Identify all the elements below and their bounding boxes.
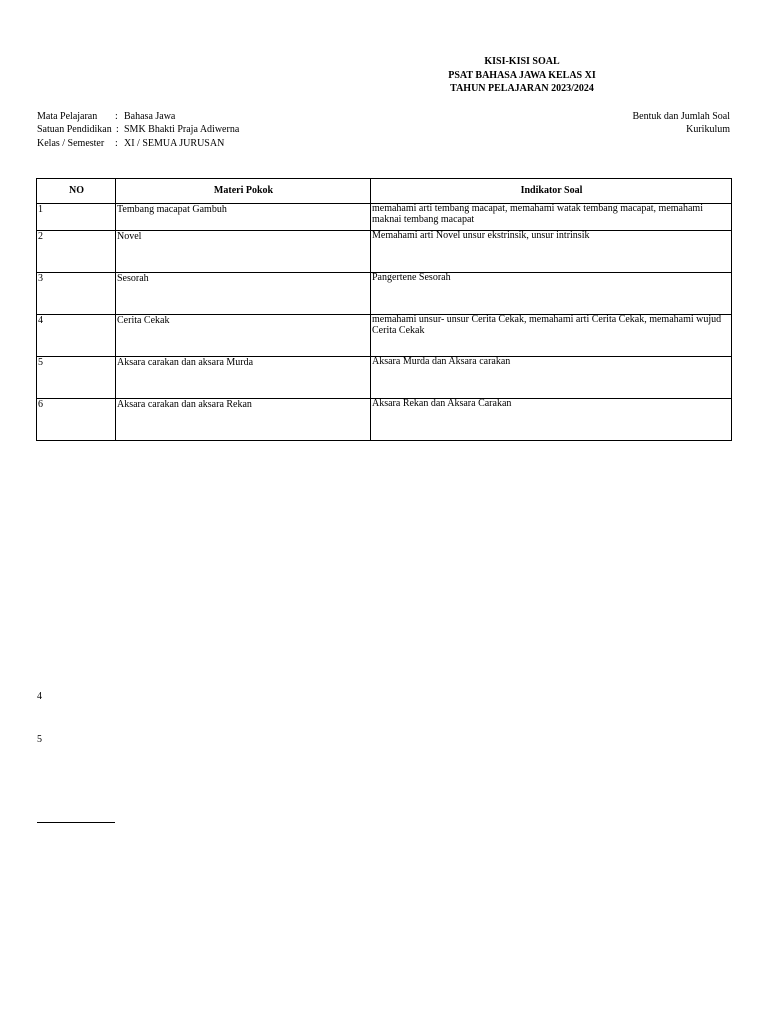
meta-value-satuan-pendidikan: SMK Bhakti Praja Adiwerna [124, 124, 240, 135]
cell-indikator: memahami arti tembang macapat, memahami watak tembang macapat, memahami maknai tembang macapat [371, 204, 732, 231]
cell-no: 5 [37, 357, 116, 399]
meta-colon: : [115, 138, 118, 149]
col-header-indikator-soal: Indikator Soal [371, 179, 732, 204]
col-header-materi-pokok: Materi Pokok [116, 179, 371, 204]
cell-materi: Novel [116, 231, 371, 273]
cell-no: 4 [37, 315, 116, 357]
cell-materi: Tembang macapat Gambuh [116, 204, 371, 231]
table-row [37, 273, 732, 315]
cell-no: 6 [37, 399, 116, 441]
col-header-no: NO [37, 179, 116, 204]
stray-number-5: 5 [37, 734, 42, 745]
meta-colon: : [115, 111, 118, 122]
kisi-kisi-table [36, 178, 732, 441]
table-header-row [37, 179, 732, 204]
cell-materi: Aksara carakan dan aksara Murda [116, 357, 371, 399]
doc-title: KISI-KISI SOAL [484, 56, 560, 67]
cell-indikator: memahami unsur- unsur Cerita Cekak, memahami arti Cerita Cekak, memahami wujud Cerita Cekak [371, 315, 732, 357]
meta-value-kelas-semester: XI / SEMUA JURUSAN [124, 138, 225, 149]
cell-no: 2 [37, 231, 116, 273]
cell-indikator: Aksara Murda dan Aksara carakan [371, 357, 732, 399]
meta-label-mata-pelajaran: Mata Pelajaran [37, 111, 98, 122]
meta-bentuk-jumlah-soal: Bentuk dan Jumlah Soal [632, 111, 730, 122]
cell-materi: Cerita Cekak [116, 315, 371, 357]
cell-indikator: Pangertene Sesorah [371, 273, 732, 315]
table-row [37, 399, 732, 441]
cell-indikator: Aksara Rekan dan Aksara Carakan [371, 399, 732, 441]
cell-materi: Aksara carakan dan aksara Rekan [116, 399, 371, 441]
cell-no: 3 [37, 273, 116, 315]
cell-no: 1 [37, 204, 116, 231]
doc-subtitle: PSAT BAHASA JAWA KELAS XI [448, 70, 596, 81]
footnote-rule [37, 822, 115, 823]
meta-kurikulum: Kurikulum [686, 124, 730, 135]
table-row [37, 315, 732, 357]
doc-year: TAHUN PELAJARAN 2023/2024 [450, 83, 594, 94]
meta-label-kelas-semester: Kelas / Semester [37, 138, 105, 149]
meta-colon: : [116, 124, 119, 135]
table-row [37, 204, 732, 231]
cell-materi: Sesorah [116, 273, 371, 315]
cell-indikator: Memahami arti Novel unsur ekstrinsik, unsur intrinsik [371, 231, 732, 273]
stray-number-4: 4 [37, 691, 42, 702]
table-row [37, 357, 732, 399]
table-row [37, 231, 732, 273]
meta-value-mata-pelajaran: Bahasa Jawa [124, 111, 176, 122]
meta-label-satuan-pendidikan: Satuan Pendidikan [37, 124, 112, 135]
